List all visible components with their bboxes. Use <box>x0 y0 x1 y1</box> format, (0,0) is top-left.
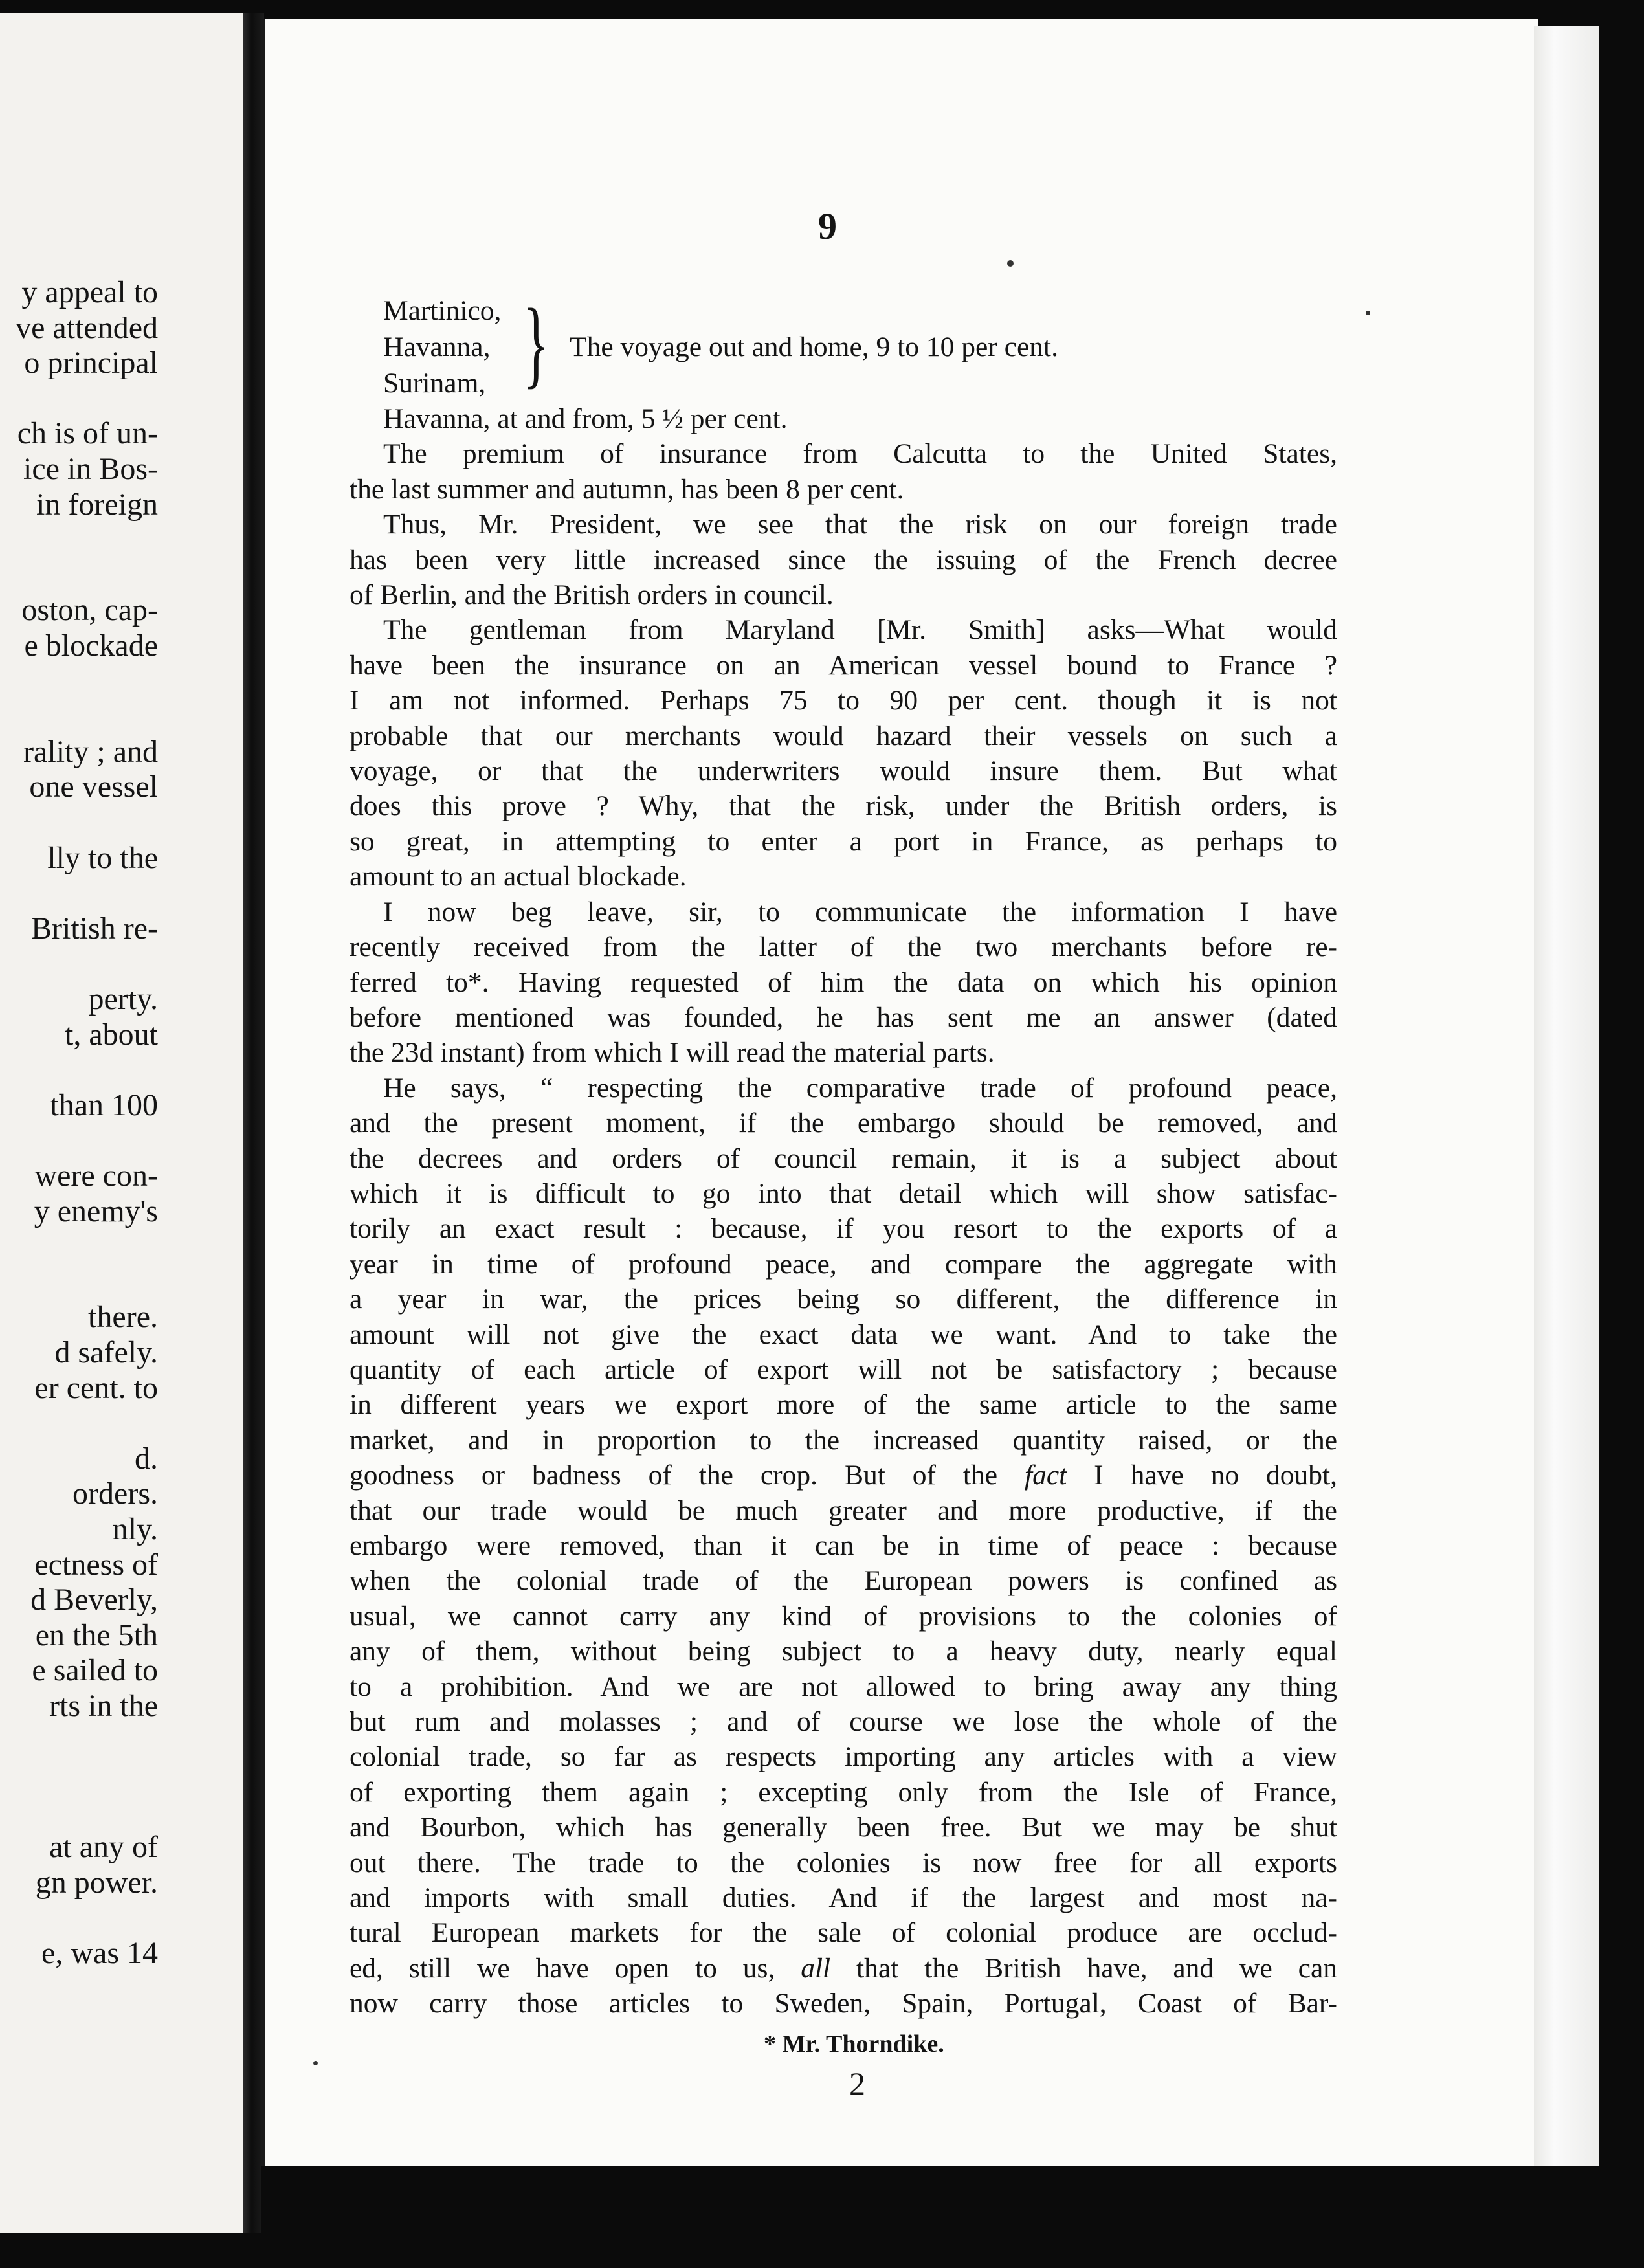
left-page-fragment: e sailed to <box>32 1653 158 1688</box>
left-page-fragment: d Beverly, <box>30 1583 158 1618</box>
port-name: Martinico, <box>383 295 502 326</box>
text-line: I am not informed. Perhaps 75 to 90 per cent. though it is not <box>350 685 1337 717</box>
text-line: now carry those articles to Sweden, Spain, Portugal, Coast of Bar- <box>350 1988 1337 2019</box>
text-line: the 23d instant) from which I will read the material parts. <box>350 1037 995 1069</box>
text-line: probable that our merchants would hazard their vessels on such a <box>350 720 1337 751</box>
left-page-fragment: rality ; and <box>23 734 158 769</box>
left-page-fragment: o principal <box>24 346 158 381</box>
text-line: out there. The trade to the colonies is now free for all exports <box>350 1847 1337 1878</box>
left-page-fragment: oston, cap- <box>21 593 158 628</box>
left-page-fragment: nly. <box>112 1512 158 1546</box>
text-line: Havanna, at and from, 5 ½ per cent. <box>383 403 788 434</box>
text-line: year in time of profound peace, and compare the aggregate with <box>350 1248 1337 1280</box>
left-page-fragment: were con- <box>34 1159 158 1193</box>
text-line: recently received from the latter of the two merchants before re- <box>350 931 1337 963</box>
text-line: He says, “ respecting the comparative trade of profound peace, <box>383 1072 1337 1104</box>
left-page-fragment: lly to the <box>47 840 158 875</box>
left-page-fragment: ectness of <box>34 1547 158 1582</box>
text-line: but rum and molasses ; and of course we lose the whole of the <box>350 1706 1337 1738</box>
text-line: have been the insurance on an American vessel bound to France ? <box>350 649 1337 681</box>
text-line: I now beg leave, sir, to communicate the information I have <box>383 896 1337 928</box>
scan-speck <box>1007 260 1014 267</box>
port-names <box>383 293 501 401</box>
left-page-fragment: t, about <box>65 1017 158 1052</box>
previous-page-text <box>0 13 243 2233</box>
scan-speck <box>313 2061 318 2065</box>
text-line: colonial trade, so far as respects importing any articles with a view <box>350 1741 1337 1773</box>
left-page-fragment: than 100 <box>50 1087 158 1122</box>
text-line: the last summer and autumn, has been 8 per cent. <box>350 473 904 505</box>
text-line: of exporting them again ; excepting only from the Isle of France, <box>350 1776 1337 1808</box>
text-line: goodness or badness of the crop. But of the fact I have no doubt, <box>350 1460 1337 1491</box>
text-line: market, and in proportion to the increased quantity raised, or the <box>350 1424 1337 1456</box>
left-page-fragment: y enemy's <box>34 1194 158 1228</box>
left-page-fragment: rts in the <box>49 1689 158 1723</box>
edge-shadow <box>1599 26 1644 2268</box>
left-page-fragment: British re- <box>31 911 158 946</box>
text-line: which it is difficult to go into that detail which will show satisfac- <box>350 1177 1337 1209</box>
left-page-fragment: one vessel <box>29 770 158 805</box>
text-line: usual, we cannot carry any kind of provisions to the colonies of <box>350 1600 1337 1632</box>
text-line: does this prove ? Why, that the risk, under the British orders, is <box>350 790 1337 822</box>
text-line: The premium of insurance from Calcutta to the United States, <box>383 438 1337 470</box>
page-number: 9 <box>818 205 837 247</box>
ports-table <box>350 289 1337 401</box>
text-line: quantity of each article of export will not be satisfactory ; because <box>350 1353 1337 1385</box>
text-line: of Berlin, and the British orders in council. <box>350 579 834 611</box>
text-line: amount to an actual blockade. <box>350 861 687 893</box>
left-page-fragment: e, was 14 <box>41 1936 158 1971</box>
text-line: before mentioned was founded, he has sent me an answer (dated <box>350 1001 1337 1033</box>
left-page-fragment: orders. <box>72 1476 158 1511</box>
text-line: a year in war, the prices being so different, the difference in <box>350 1284 1337 1315</box>
text-line: any of them, without being subject to a heavy duty, nearly equal <box>350 1636 1337 1667</box>
text-line: The gentleman from Maryland [Mr. Smith] asks—What would <box>383 614 1337 646</box>
page-body <box>350 289 1338 2021</box>
text-line: so great, in attempting to enter a port in France, as perhaps to <box>350 825 1337 857</box>
left-page-fragment: there. <box>88 1300 158 1335</box>
text-line: Thus, Mr. President, we see that the risk on our foreign trade <box>383 509 1337 540</box>
text-line: tural European markets for the sale of colonial produce are occlud- <box>350 1917 1337 1949</box>
text-line: to a prohibition. And we are not allowed to bring away any thing <box>350 1671 1337 1702</box>
text-line: and the present moment, if the embargo should be removed, and <box>350 1107 1337 1139</box>
left-page-fragment: ve attended <box>16 310 158 345</box>
port-name: Havanna, <box>383 331 491 362</box>
signature-mark: 2 <box>849 2065 865 2102</box>
page-edge <box>1534 26 1605 2175</box>
text-line: torily an exact result : because, if you resort to the exports of a <box>350 1213 1337 1245</box>
footnote: * Mr. Thorndike. <box>764 2030 944 2058</box>
text-line: amount will not give the exact data we want. And to take the <box>350 1318 1337 1350</box>
left-page-fragment: e blockade <box>24 628 158 663</box>
left-page-fragment: d. <box>135 1441 158 1476</box>
bottom-shadow <box>261 2166 1601 2268</box>
left-page-fragment: ice in Bos- <box>23 452 158 486</box>
left-page-fragment: perty. <box>88 982 158 1016</box>
text-line: that our trade would be much greater and more productive, if the <box>350 1495 1337 1526</box>
previous-page-fragment <box>0 13 243 2233</box>
text-line: embargo were removed, than it can be in time of peace : because <box>350 1530 1337 1561</box>
text-line: in different years we export more of the same article to the same <box>350 1389 1337 1421</box>
ports-rate: The voyage out and home, 9 to 10 per cent. <box>570 331 1058 362</box>
left-page-fragment: y appeal to <box>21 275 158 309</box>
text-line: the decrees and orders of council remain, it is a subject about <box>350 1142 1337 1174</box>
left-page-fragment: at any of <box>49 1830 158 1865</box>
text-line: ferred to*. Having requested of him the data on which his opinion <box>350 966 1337 998</box>
left-page-fragment: d safely. <box>54 1335 158 1370</box>
text-line: and Bourbon, which has generally been free. But we may be shut <box>350 1812 1337 1843</box>
left-page-fragment: gn power. <box>35 1865 158 1900</box>
text-line: has been very little increased since the issuing of the French decree <box>350 544 1337 575</box>
text-line: when the colonial trade of the European powers is confined as <box>350 1565 1337 1597</box>
port-name: Surinam, <box>383 368 486 399</box>
brace-glyph: } <box>523 289 550 397</box>
scan-speck <box>1366 311 1370 315</box>
left-page-fragment: in foreign <box>36 487 158 522</box>
text-line: ed, still we have open to us, all that the British have, and we can <box>350 1952 1338 1984</box>
left-page-fragment: en the 5th <box>35 1618 158 1652</box>
text-line: voyage, or that the underwriters would insure them. But what <box>350 755 1337 787</box>
body-text <box>350 401 1337 2021</box>
left-page-fragment: ch is of un- <box>17 416 158 451</box>
left-page-fragment: er cent. to <box>34 1370 158 1405</box>
text-line: and imports with small duties. And if the largest and most na- <box>350 1882 1337 1914</box>
